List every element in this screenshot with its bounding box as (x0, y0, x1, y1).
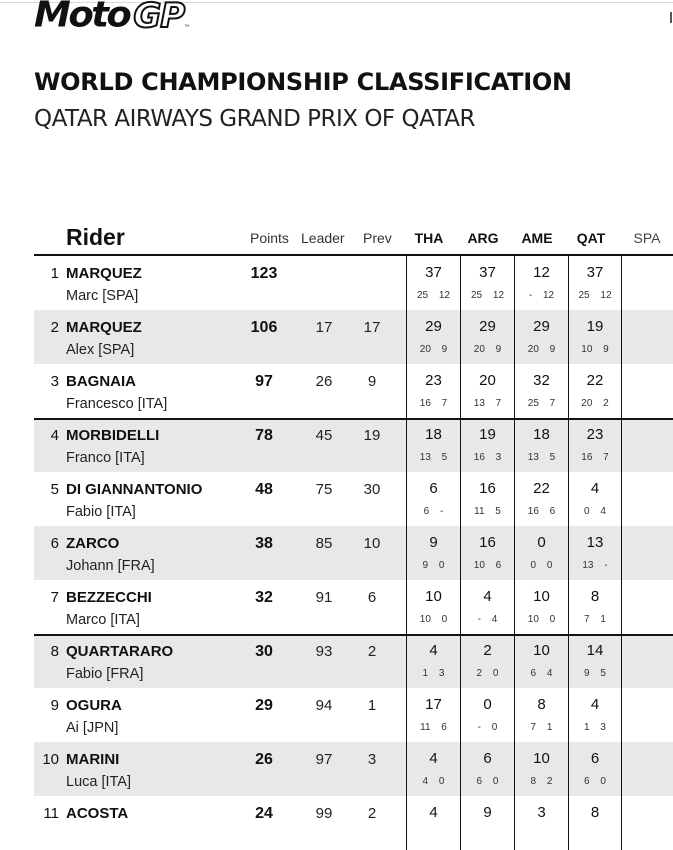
gp-result-cell (460, 526, 514, 580)
rider-surname: MARINI (66, 751, 120, 768)
column-header-gp-qat: QAT (576, 230, 606, 246)
gp-total-points: 4 (590, 480, 600, 497)
rider-given-name: Ai [JPN] (66, 720, 119, 736)
gp-result-cell (514, 796, 568, 850)
rider-surname: MORBIDELLI (66, 427, 160, 444)
gp-total-points: 0 (483, 696, 492, 713)
logo-moto-text: Moto (34, 0, 130, 36)
gp-result-cell (406, 580, 460, 634)
rider-points: 78 (255, 427, 273, 444)
gp-total-points: 32 (533, 372, 550, 389)
rider-surname: OGURA (66, 697, 122, 714)
rider-position: 1 (50, 265, 59, 282)
gp-race-sprint-points: 25 12 (470, 290, 505, 301)
column-header-prev: Prev (363, 230, 392, 246)
gp-result-cell-empty (622, 472, 673, 526)
gp-result-cell (406, 310, 460, 364)
gp-total-points: 10 (533, 588, 550, 605)
rider-surname: ZARCO (66, 535, 120, 552)
motogp-logo (34, 0, 189, 34)
gp-total-points: 8 (590, 804, 600, 821)
rider-gap-previous: 2 (367, 805, 377, 822)
gp-total-points: 10 (533, 642, 550, 659)
gp-result-cell-empty (622, 364, 673, 418)
rider-surname: DI GIANNANTONIO (66, 481, 203, 498)
gp-race-sprint-points: - 0 (477, 722, 498, 733)
rider-given-name: Marco [ITA] (66, 612, 140, 628)
gp-race-sprint-points: 16 7 (581, 452, 609, 463)
logo-gp-text: GP (133, 0, 185, 36)
gp-race-sprint-points: 13 5 (419, 452, 448, 463)
rider-gap-leader: 26 (315, 373, 333, 390)
gp-race-sprint-points: 16 6 (527, 506, 556, 517)
table-row (34, 580, 673, 634)
gp-total-points: 37 (586, 264, 604, 281)
gp-total-points: 8 (537, 696, 546, 713)
gp-race-sprint-points: 1 3 (584, 722, 606, 733)
rider-points: 123 (250, 265, 278, 282)
gp-race-sprint-points: 1 3 (422, 668, 445, 679)
gp-result-cell-empty (622, 742, 673, 796)
rider-position: 2 (50, 319, 59, 336)
gp-result-cell (514, 472, 568, 526)
rider-gap-previous: 6 (367, 589, 377, 606)
gp-race-sprint-points: 9 5 (584, 668, 606, 679)
gp-race-sprint-points: 6 - (423, 506, 444, 517)
gp-race-sprint-points: 10 0 (527, 614, 556, 625)
rider-surname: MARQUEZ (66, 265, 142, 282)
column-header-gp-ame: AME (521, 230, 553, 246)
gp-total-points: 10 (425, 588, 442, 605)
gp-result-cell-empty (622, 634, 673, 688)
gp-total-points: 22 (533, 480, 550, 497)
gp-total-points: 23 (425, 372, 442, 389)
gp-result-cell (460, 418, 514, 472)
column-header-gp-spa: SPA (633, 230, 661, 246)
gp-race-sprint-points: 8 2 (530, 776, 553, 787)
gp-race-sprint-points: 7 1 (530, 722, 553, 733)
gp-result-cell (460, 310, 514, 364)
gp-result-cell-empty (622, 688, 673, 742)
gp-race-sprint-points: 20 9 (419, 344, 448, 355)
gp-total-points: 6 (429, 480, 438, 497)
edge-mark (670, 12, 672, 23)
rider-position: 4 (50, 427, 59, 444)
gp-race-sprint-points: 6 0 (476, 776, 499, 787)
rider-gap-previous: 30 (363, 481, 381, 498)
rider-gap-leader: 85 (315, 535, 333, 552)
gp-total-points: 20 (479, 372, 496, 389)
gp-result-cell (460, 580, 514, 634)
gp-result-cell (568, 256, 622, 310)
rider-given-name: Fabio [FRA] (66, 666, 144, 682)
rider-given-name: Franco [ITA] (66, 450, 145, 466)
gp-race-sprint-points: 6 4 (530, 668, 553, 679)
gp-race-sprint-points: 20 2 (581, 398, 609, 409)
gp-race-sprint-points: 25 7 (527, 398, 556, 409)
rider-gap-leader: 91 (315, 589, 333, 606)
gp-result-cell (568, 526, 622, 580)
table-row (34, 526, 673, 580)
rider-gap-leader: 94 (315, 697, 333, 714)
column-header-rider: Rider (66, 224, 125, 250)
table-row (34, 796, 673, 850)
gp-total-points: 16 (479, 534, 496, 551)
gp-total-points: 4 (429, 804, 438, 821)
gp-result-cell (568, 742, 622, 796)
gp-total-points: 19 (586, 318, 604, 335)
table-row (34, 634, 673, 688)
rider-gap-previous: 19 (363, 427, 381, 444)
gp-race-sprint-points: 0 0 (530, 560, 553, 571)
gp-result-cell (406, 796, 460, 850)
gp-race-sprint-points: 20 9 (473, 344, 502, 355)
gp-result-cell (406, 472, 460, 526)
gp-result-cell (460, 688, 514, 742)
rider-given-name: Johann [FRA] (66, 558, 155, 574)
gp-result-cell (514, 256, 568, 310)
column-header-gp-tha: THA (414, 230, 444, 246)
gp-result-cell-empty (622, 256, 673, 310)
gp-total-points: 29 (479, 318, 496, 335)
rider-gap-previous: 1 (367, 697, 377, 714)
gp-race-sprint-points: - 12 (528, 290, 555, 301)
rider-position: 6 (50, 535, 59, 552)
gp-result-cell-empty (622, 418, 673, 472)
rider-position: 3 (50, 373, 59, 390)
rider-gap-previous: 10 (363, 535, 381, 552)
gp-result-cell (568, 418, 622, 472)
gp-race-sprint-points: 10 0 (419, 614, 448, 625)
table-row (34, 688, 673, 742)
gp-result-cell (460, 472, 514, 526)
gp-total-points: 4 (429, 642, 438, 659)
rider-points: 38 (255, 535, 273, 552)
rider-surname: ACOSTA (66, 805, 129, 822)
gp-total-points: 9 (483, 804, 492, 821)
gp-race-sprint-points: 7 1 (584, 614, 606, 625)
rider-surname: QUARTARARO (66, 643, 174, 660)
gp-result-cell (406, 742, 460, 796)
gp-race-sprint-points: 16 3 (473, 452, 502, 463)
gp-race-sprint-points: 2 0 (476, 668, 499, 679)
gp-total-points: 4 (483, 588, 492, 605)
gp-total-points: 6 (483, 750, 492, 767)
rider-position: 10 (42, 751, 59, 768)
gp-result-cell (460, 364, 514, 418)
gp-race-sprint-points: 16 7 (419, 398, 448, 409)
rider-points: 29 (255, 697, 273, 714)
rider-position: 11 (43, 805, 59, 822)
gp-race-sprint-points: 10 6 (473, 560, 502, 571)
gp-race-sprint-points: 10 9 (581, 344, 609, 355)
rider-position: 7 (50, 589, 59, 606)
rider-given-name: Luca [ITA] (66, 774, 132, 790)
gp-total-points: 29 (533, 318, 550, 335)
gp-total-points: 17 (425, 696, 442, 713)
rider-points: 48 (255, 481, 273, 498)
gp-result-cell (406, 634, 460, 688)
gp-result-cell (568, 472, 622, 526)
table-row (34, 472, 673, 526)
rider-gap-leader: 97 (315, 751, 333, 768)
gp-total-points: 14 (586, 642, 604, 659)
gp-race-sprint-points: 25 12 (416, 290, 451, 301)
gp-result-cell-empty (622, 796, 673, 850)
gp-result-cell (460, 634, 514, 688)
rider-position: 8 (50, 643, 59, 660)
gp-total-points: 9 (429, 534, 438, 551)
gp-result-cell (406, 364, 460, 418)
column-header-points: Points (250, 230, 289, 246)
column-header-gp-arg: ARG (467, 230, 499, 246)
column-header-leader: Leader (301, 230, 345, 246)
rider-gap-leader: 93 (315, 643, 333, 660)
gp-race-sprint-points: 6 0 (584, 776, 606, 787)
rider-given-name: Fabio [ITA] (66, 504, 136, 520)
table-row (34, 364, 673, 418)
rider-points: 30 (255, 643, 273, 660)
gp-result-cell (406, 526, 460, 580)
gp-result-cell (514, 688, 568, 742)
gp-total-points: 10 (533, 750, 550, 767)
gp-result-cell (568, 796, 622, 850)
gp-result-cell (460, 742, 514, 796)
gp-result-cell (460, 796, 514, 850)
gp-result-cell (406, 418, 460, 472)
gp-result-cell-empty (622, 580, 673, 634)
gp-race-sprint-points: 25 12 (578, 290, 612, 301)
rider-surname: MARQUEZ (66, 319, 142, 336)
rider-gap-leader: 99 (315, 805, 333, 822)
gp-race-sprint-points: 13 - (582, 560, 608, 571)
rider-given-name: Alex [SPA] (66, 342, 135, 358)
logo-trademark: ™ (184, 24, 190, 30)
gp-result-cell (514, 310, 568, 364)
rider-gap-previous: 3 (367, 751, 377, 768)
gp-total-points: 18 (425, 426, 442, 443)
table-row (34, 742, 673, 796)
gp-result-cell (568, 580, 622, 634)
table-row (34, 310, 673, 364)
rider-gap-previous: 9 (367, 373, 377, 390)
gp-total-points: 23 (586, 426, 604, 443)
gp-total-points: 3 (537, 804, 546, 821)
gp-total-points: 22 (586, 372, 604, 389)
gp-result-cell (514, 364, 568, 418)
gp-total-points: 6 (590, 750, 600, 767)
gp-race-sprint-points: - 4 (477, 614, 498, 625)
gp-result-cell (514, 580, 568, 634)
gp-race-sprint-points: 9 0 (422, 560, 445, 571)
gp-total-points: 29 (425, 318, 442, 335)
table-header (0, 224, 673, 254)
gp-total-points: 16 (479, 480, 496, 497)
gp-result-cell (514, 742, 568, 796)
rider-points: 24 (255, 805, 273, 822)
gp-result-cell (406, 688, 460, 742)
rider-points: 106 (250, 319, 278, 336)
gp-total-points: 18 (533, 426, 550, 443)
gp-result-cell (514, 418, 568, 472)
rider-surname: BEZZECCHI (66, 589, 152, 606)
rider-surname: BAGNAIA (66, 373, 136, 390)
gp-total-points: 8 (590, 588, 600, 605)
gp-race-sprint-points: 13 7 (473, 398, 502, 409)
rider-gap-leader: 17 (315, 319, 333, 336)
rider-given-name: Marc [SPA] (66, 288, 139, 304)
gp-total-points: 19 (479, 426, 496, 443)
rider-gap-previous: 2 (367, 643, 377, 660)
gp-race-sprint-points: 0 4 (584, 506, 606, 517)
rider-given-name: Francesco [ITA] (66, 396, 168, 412)
gp-result-cell (460, 256, 514, 310)
rider-gap-leader: 75 (315, 481, 333, 498)
page-subtitle: QATAR AIRWAYS GRAND PRIX OF QATAR (34, 106, 476, 132)
gp-result-cell (568, 364, 622, 418)
gp-result-cell (568, 688, 622, 742)
gp-total-points: 4 (429, 750, 438, 767)
gp-result-cell (568, 634, 622, 688)
rider-position: 9 (50, 697, 59, 714)
rider-points: 32 (255, 589, 273, 606)
gp-race-sprint-points: 20 9 (527, 344, 556, 355)
gp-total-points: 37 (479, 264, 496, 281)
gp-result-cell-empty (622, 310, 673, 364)
gp-result-cell (568, 310, 622, 364)
gp-result-cell (406, 256, 460, 310)
table-row (34, 256, 673, 310)
gp-race-sprint-points: 13 5 (527, 452, 556, 463)
page-title: WORLD CHAMPIONSHIP CLASSIFICATION (34, 68, 572, 96)
gp-result-cell (514, 634, 568, 688)
gp-result-cell-empty (622, 526, 673, 580)
table-row (34, 418, 673, 472)
gp-race-sprint-points: 11 6 (420, 722, 447, 733)
rider-gap-leader: 45 (315, 427, 333, 444)
gp-total-points: 2 (483, 642, 492, 659)
gp-total-points: 13 (586, 534, 604, 551)
gp-total-points: 4 (590, 696, 600, 713)
rider-points: 26 (255, 751, 273, 768)
rider-points: 97 (255, 373, 273, 390)
gp-race-sprint-points: 11 5 (474, 506, 501, 517)
gp-total-points: 12 (533, 264, 550, 281)
gp-race-sprint-points: 4 0 (422, 776, 445, 787)
gp-result-cell (514, 526, 568, 580)
gp-total-points: 0 (537, 534, 546, 551)
rider-gap-previous: 17 (363, 319, 381, 336)
gp-total-points: 37 (425, 264, 442, 281)
rider-position: 5 (50, 481, 59, 498)
